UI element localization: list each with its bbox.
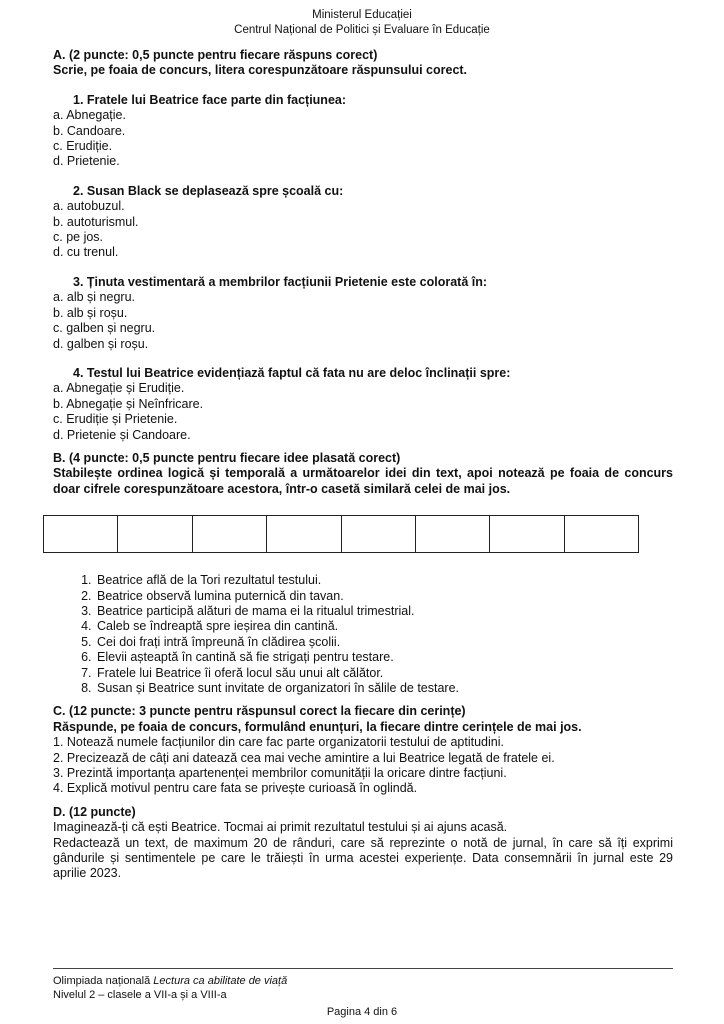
section-b-title: B. (4 puncte: 0,5 puncte pentru fiecare idee plasată corect) xyxy=(53,450,401,465)
question-4 xyxy=(53,366,673,443)
question-2 xyxy=(53,184,673,261)
page-number: Pagina 4 din 6 xyxy=(326,1006,398,1018)
idea-item: 7. Fratele lui Beatrice îi oferă locul său unui alt călător. xyxy=(95,666,673,681)
section-a-instruction: Scrie, pe foaia de concurs, litera corespunzătoare răspunsului corect. xyxy=(53,63,468,78)
section-c-instruction: Răspunde, pe foaia de concurs, formulând enunțuri, la fiecare dintre cerințele de mai jos. xyxy=(53,719,582,734)
answer-grid-cell xyxy=(415,516,489,552)
section-d-title: D. (12 puncte) xyxy=(53,804,136,819)
answer-option: d. Prietenie și Candoare. xyxy=(53,427,191,442)
question-text: 4. Testul lui Beatrice evidențiază faptul că fata nu are deloc înclinații spre: xyxy=(73,365,511,380)
header-ministry: Ministerul Educației xyxy=(312,9,412,21)
answer-option: c. Erudiție. xyxy=(53,139,113,154)
answer-grid-cell xyxy=(489,516,563,552)
answer-option: c. pe jos. xyxy=(53,230,104,245)
answer-option: c. Erudiție și Prietenie. xyxy=(53,412,178,427)
idea-item: 5. Cei doi frați intră împreună în clădirea școlii. xyxy=(95,635,673,650)
idea-item: 6. Elevii așteaptă în cantină să fie strigați pentru testare. xyxy=(95,650,673,665)
requirement-item: 2. Precizează de câți ani datează cea mai veche amintire a lui Beatrice legată de fratele ei. xyxy=(53,750,555,765)
answer-option: d. Prietenie. xyxy=(53,154,120,169)
section-a-title: A. (2 puncte: 0,5 puncte pentru fiecare răspuns corect) xyxy=(53,48,378,62)
idea-item: 2. Beatrice observă lumina puternică din tavan. xyxy=(95,589,673,604)
answer-option: b. autoturismul. xyxy=(53,214,139,229)
section-c-title: C. (12 puncte: 3 puncte pentru răspunsul corect la fiecare din cerințe) xyxy=(53,704,466,719)
answer-grid-cell xyxy=(117,516,191,552)
section-b xyxy=(53,451,673,696)
requirement-item: 1. Notează numele facțiunilor din care fac parte organizatorii testului de aptitudini. xyxy=(53,735,504,750)
answer-option: a. Abnegație. xyxy=(53,108,126,123)
answer-option: d. cu trenul. xyxy=(53,245,119,260)
section-c xyxy=(53,704,673,796)
answer-option: b. Candoare. xyxy=(53,123,126,138)
question-3 xyxy=(53,275,673,352)
answer-grid xyxy=(43,515,639,553)
answer-grid-cell xyxy=(564,516,638,552)
footer-olympiad-prefix: Olimpiada națională xyxy=(53,975,154,987)
section-d-task: Redactează un text, de maximum 20 de rânduri, care să reprezinte o notă de jurnal, în care să îți exprimi gândurile și sentimentele pe care le trăiești în urma acestei experiențe. Data consemnării în jurnal este 29 aprilie 2023. xyxy=(53,835,673,881)
question-1 xyxy=(53,93,673,170)
idea-item: 3. Beatrice participă alături de mama ei la ritualul trimestrial. xyxy=(95,604,673,619)
requirement-item: 4. Explică motivul pentru care fata se privește curioasă în oglindă. xyxy=(53,781,418,796)
footer-olympiad xyxy=(53,975,673,989)
section-b-instruction: Stabilește ordinea logică și temporală a următoarelor idei din text, apoi notează pe foaia de concurs doar cifrele corespunzătoare acestora, într-o casetă similară celei de mai jos. xyxy=(53,466,673,496)
answer-option: b. Abnegație și Neînfricare. xyxy=(53,396,204,411)
answer-option: a. alb și negru. xyxy=(53,290,135,305)
question-text: 3. Ținuta vestimentară a membrilor facțiunii Prietenie este colorată în: xyxy=(73,274,488,289)
answer-grid-cell xyxy=(44,516,117,552)
idea-item: 8. Susan și Beatrice sunt invitate de organizatori în sălile de testare. xyxy=(95,681,673,696)
ideas-list xyxy=(53,573,673,696)
section-d xyxy=(53,805,673,882)
answer-grid-cell xyxy=(266,516,340,552)
footer-olympiad-name: Lectura ca abilitate de viață xyxy=(153,975,288,987)
answer-option: b. alb și roșu. xyxy=(53,305,128,320)
footer-level: Nivelul 2 – clasele a VII-a și a VIII-a xyxy=(53,988,227,1001)
idea-item: 1. Beatrice află de la Tori rezultatul testului. xyxy=(95,573,673,588)
answer-grid-cell xyxy=(192,516,266,552)
section-d-prompt: Imaginează-ți că ești Beatrice. Tocmai ai primit rezultatul testului și ai ajuns acasă. xyxy=(53,820,508,835)
answer-option: c. galben și negru. xyxy=(53,321,156,336)
page-footer xyxy=(53,968,673,1002)
answer-option: d. galben și roșu. xyxy=(53,336,149,351)
answer-option: a. Abnegație și Erudiție. xyxy=(53,381,185,396)
document-body xyxy=(53,48,673,882)
answer-grid-cell xyxy=(341,516,415,552)
page-header xyxy=(0,8,724,38)
idea-item: 4. Caleb se îndreaptă spre ieșirea din cantină. xyxy=(95,619,673,634)
answer-option: a. autobuzul. xyxy=(53,199,125,214)
requirement-item: 3. Prezintă importanța apartenenței membrilor comunității la oricare dintre facțiuni. xyxy=(53,766,507,781)
section-a xyxy=(53,48,673,443)
header-center: Centrul Național de Politici și Evaluare în Educație xyxy=(234,24,490,36)
question-text: 2. Susan Black se deplasează spre școală cu: xyxy=(73,183,344,198)
question-text: 1. Fratele lui Beatrice face parte din facțiunea: xyxy=(73,92,347,107)
